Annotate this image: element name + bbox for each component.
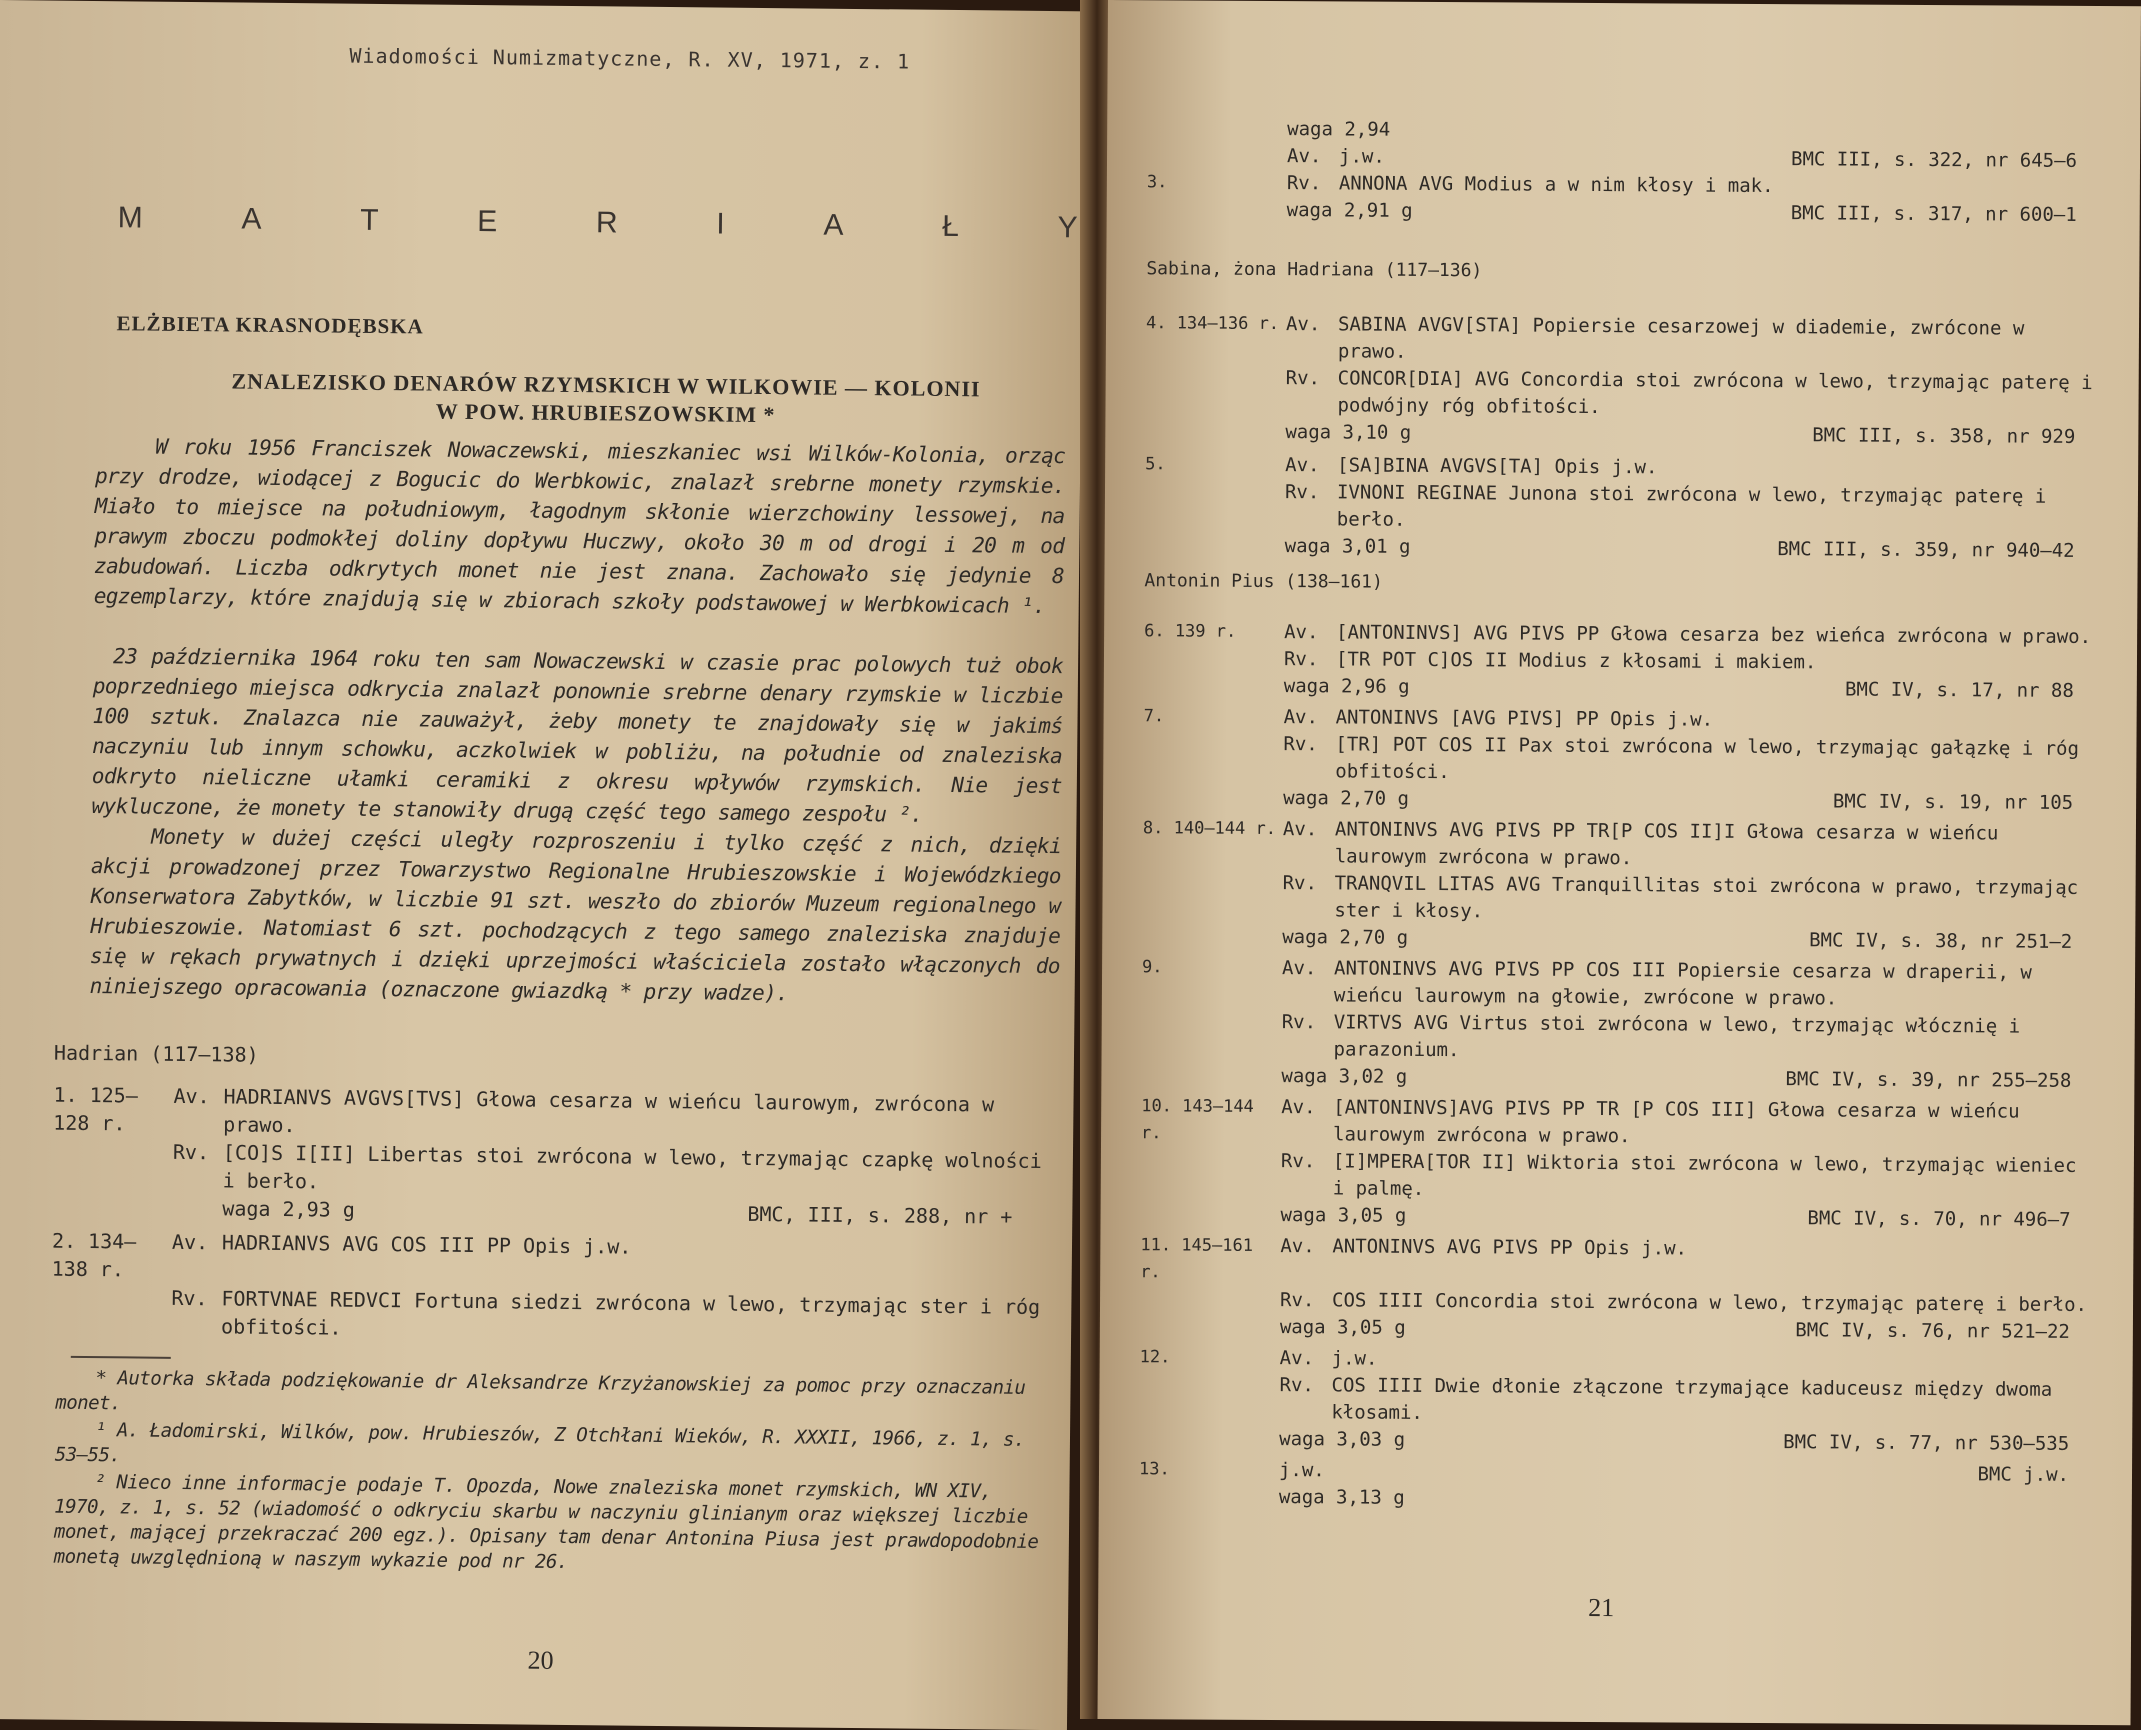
section-letter: M — [117, 201, 143, 235]
bmc-reference: BMC IV, s. 70, nr 496—7 — [1807, 1207, 2071, 1231]
obverse-label: Av. — [1286, 145, 1322, 168]
obverse-label: Av. — [1285, 454, 1320, 477]
coin-entry — [1141, 954, 2092, 1095]
coin-weight: waga 3,02 g — [1281, 1065, 1408, 1088]
bmc-reference: BMC III, s. 317, nr 600—1 — [1790, 202, 2077, 226]
obverse-text: j.w. — [1278, 1459, 1325, 1482]
coin-entry — [1139, 1344, 2090, 1458]
obverse-text: j.w. — [1338, 145, 1385, 168]
bmc-reference: BMC IV, s. 39, nr 255—258 — [1785, 1068, 2072, 1092]
section-letter: Y — [1057, 211, 1078, 245]
coin-entry — [52, 1081, 1043, 1231]
obverse-label: Av. — [1279, 1347, 1315, 1370]
article-title — [176, 367, 1037, 432]
emperor-heading: Antonin Pius (138—161) — [1144, 570, 1383, 593]
coin-weight: waga 2,70 g — [1283, 787, 1410, 810]
coin-entry — [1140, 1093, 2091, 1234]
entry-number: 1. 125—128 r. — [53, 1082, 138, 1136]
reverse-text: ANNONA AVG Modius a w nim kłosy i mak. — [1338, 172, 1774, 198]
coin-entry — [51, 1227, 1042, 1349]
section-letter: R — [595, 206, 618, 240]
right-page — [1097, 0, 2140, 1725]
obverse-text: ANTONINVS [AVG PIVS] PP Opis j.w. — [1335, 706, 1714, 731]
page-number: 21 — [1588, 1592, 1615, 1623]
obverse-text: HADRIANVS AVGVS[TVS] Głowa cesarza w wieńcu laurowym, zwrócona w prawo. — [223, 1084, 995, 1138]
coin-entry — [1139, 1456, 2089, 1516]
coin-entry — [1144, 618, 2094, 705]
reverse-label: Rv. — [1284, 481, 1320, 504]
bmc-reference: BMC III, s. 359, nr 940—42 — [1777, 538, 2075, 562]
coin-weight: waga 2,96 g — [1283, 675, 1410, 698]
entry-number: 9. — [1142, 957, 1163, 978]
coin-entry — [1147, 115, 2098, 229]
reverse-label: Rv. — [172, 1139, 210, 1165]
reverse-label: Rv. — [1286, 172, 1322, 195]
entry-number: 5. — [1145, 454, 1166, 475]
running-head: Wiadomości Numizmatyczne, R. XV, 1971, z. 1 — [349, 43, 911, 74]
bmc-reference: BMC III, s. 358, nr 929 — [1812, 424, 2076, 448]
reverse-text: TRANQVIL LITAS AVG Tranquillitas stoi zwrócona w prawo, trzymając ster i kłosy. — [1334, 872, 2079, 923]
reverse-label: Rv. — [1285, 367, 1321, 390]
reverse-text: COS IIII Dwie dłonie złączone trzymające kaduceusz między dwoma kłosami. — [1331, 1374, 2053, 1424]
bmc-reference: BMC III, s. 322, nr 645—6 — [1790, 148, 2078, 172]
coin-catalogue — [1145, 310, 2097, 565]
reverse-label: Rv. — [171, 1285, 208, 1311]
coin-entry — [1145, 310, 2096, 451]
entry-number: 12. — [1139, 1347, 1171, 1368]
coin-weight: waga 3,01 g — [1284, 535, 1411, 558]
body-paragraph: W roku 1956 Franciszek Nowaczewski, mieszkaniec wsi Wilków-Kolonia, orząc przy drodze, wiodącej z Bogucic do Werbkowic, znalazł srebrne monety rzymskie. Miało to miejsce na południowym, łagodnym skłonie wierzchowiny lessowej, na prawym zboczu podmokłej doliny dopływu Huczwy, około 30 m od drogi i 20 m od zabudowań. Liczba odkrytych monet nie jest znana. Zachowało się jedynie 8 egzemplarzy, które znajdują się w zbiorach szkoły podstawowej w Werbkowicach ¹. — [93, 434, 1066, 618]
reverse-label: Rv. — [1279, 1374, 1314, 1397]
reverse-text: CONCOR[DIA] AVG Concordia stoi zwrócona w lewo, trzymając paterę i podwójny róg obfitości. — [1337, 367, 2093, 419]
reverse-text: FORTVNAE REDVCI Fortuna siedzi zwrócona w lewo, trzymając ster i róg obfitości. — [220, 1286, 1041, 1340]
article-author: ELŻBIETA KRASNODĘBSKA — [116, 311, 424, 339]
coin-weight: waga 2,91 g — [1286, 199, 1413, 222]
section-letter: A — [823, 208, 844, 242]
obverse-text: SABINA AVGV[STA] Popiersie cesarzowej w diademie, zwrócone w prawo. — [1337, 313, 2025, 363]
entry-number: 3. — [1146, 172, 1168, 193]
entry-number: 6. 139 r. — [1144, 621, 1237, 642]
emperor-heading: Sabina, żona Hadriana (117—136) — [1146, 258, 1483, 282]
obverse-label: Av. — [173, 1083, 210, 1109]
bmc-reference: BMC IV, s. 17, nr 88 — [1844, 678, 2074, 702]
coin-weight: waga 2,70 g — [1282, 926, 1409, 949]
obverse-label: Av. — [1284, 621, 1319, 644]
coin-entry — [1143, 703, 2094, 817]
reverse-text: [I]MPERA[TOR II] Wiktoria stoi zwrócona w lewo, trzymając wieniec i palmę. — [1332, 1150, 2077, 1200]
section-letter: E — [477, 205, 498, 239]
obverse-text: [SA]BINA AVGVS[TA] Opis j.w. — [1337, 454, 1658, 479]
obverse-label: Av. — [1281, 1096, 1316, 1119]
obverse-text: [ANTONINVS]AVG PIVS PP TR [P COS III] Głowa cesarza w wieńcu laurowym zwrócona w prawo. — [1333, 1096, 2020, 1148]
entry-number: 8. 140—144 r. — [1142, 818, 1277, 840]
entry-number: 7. — [1143, 706, 1165, 727]
obverse-label: Av. — [1282, 818, 1318, 841]
obverse-text: ANTONINVS AVG PIVS PP TR[P COS II]I Głowa cesarza w wieńcu laurowym zwrócona w prawo. — [1334, 818, 1999, 870]
entry-number: 11. 145—161 r. — [1140, 1235, 1254, 1283]
coin-weight: waga 2,93 g — [222, 1196, 355, 1222]
body-paragraph: 23 października 1964 roku ten sam Nowaczewski w czasie prac polowych tuż obok poprzedniego miejsca odkrycia znalazł ponownie srebrne denary rzymskie w liczbie 100 sztuk. Znalazca nie zauważył, żeby monety te znajdowały się w jakimś naczyniu lub innym schowku, aczkolwiek w pobliżu, na południe od znaleziska odkryto nieliczne ułamki ceramiki z okresu wpływów rzymskich. Nie jest wykluczone, że monety te stanowiły drugą część tego samego zespołu ². — [91, 644, 1064, 827]
coin-weight: waga 3,05 g — [1280, 1204, 1407, 1227]
title-line: W POW. HRUBIESZOWSKIM * — [435, 398, 776, 428]
bmc-reference: BMC IV, s. 76, nr 521—22 — [1795, 1319, 2070, 1343]
body-paragraph: Monety w dużej części uległy rozproszeniu i tylko część z nich, dzięki akcji prowadzonej przez Towarzystwo Regionalne Hrubieszowskie i Wojewódzkiego Konserwatora Zabytków, w liczbie 91 szt. weszło do zbiorów Muzeum regionalnego w Hrubieszowie. Natomiast 6 szt. pochodzących z tego samego znaleziska znajduje się w rękach prywatnych i dzięki uprzejmości właściciela zostało włączonych do niniejszego opracowania (oznaczone gwiazdką * przy wadze). — [89, 824, 1062, 1006]
reverse-label: Rv. — [1281, 1011, 1317, 1034]
obverse-text: ANTONINVS AVG PIVS PP Opis j.w. — [1332, 1235, 1688, 1260]
reverse-label: Rv. — [1282, 872, 1318, 895]
coin-entry — [1145, 451, 2096, 565]
reverse-text: [CO]S I[II] Libertas stoi zwrócona w lewo, trzymając czapkę wolności i berło. — [222, 1140, 1042, 1194]
obverse-label: Av. — [1282, 957, 1317, 980]
coin-weight: waga 3,10 g — [1285, 421, 1412, 444]
entry-number: 2. 134—138 r. — [51, 1228, 137, 1282]
obverse-label: Av. — [1285, 313, 1321, 336]
page-number: 20 — [527, 1645, 554, 1675]
reverse-label: Rv. — [1280, 1150, 1316, 1173]
obverse-label: Av. — [1283, 706, 1319, 729]
bmc-reference: BMC IV, s. 38, nr 251—2 — [1809, 929, 2073, 953]
coin-weight: waga 3,05 g — [1279, 1316, 1406, 1339]
coin-weight: waga 3,03 g — [1279, 1428, 1406, 1451]
footnote: * Autorka składa podziękowanie dr Aleksandrze Krzyżanowskiej za pomoc przy oznaczaniu monet. — [55, 1367, 1026, 1415]
obverse-text: ANTONINVS AVG PIVS PP COS III Popiersie cesarza w draperii, w wieńcu laurowym na głowie, zwrócone w prawo. — [1333, 957, 2032, 1010]
reverse-label: Rv. — [1279, 1289, 1315, 1312]
coin-entry — [1142, 815, 2093, 956]
obverse-label: Av. — [171, 1229, 209, 1255]
coin-catalogue — [1139, 618, 2094, 1516]
footnote: ² Nieco inne informacje podaje T. Opozda, Nowe znaleziska monet rzymskich, WN XIV, 1970, z. 1, s. 52 (wiadomość o odkryciu skarbu w naczyniu glinianym oraz większej liczbie monet, mającej przekraczać 200 egz.). Opisany tam denar Antonina Piusa jest prawdopodobnie monetą uwzględnioną w naszym wykazie pod nr 26. — [53, 1471, 1039, 1574]
footnote: ¹ A. Ładomirski, Wilków, pow. Hrubieszów, Z Otchłani Wieków, R. XXXII, 1966, z. 1, s. 53—55. — [54, 1419, 1025, 1467]
reverse-text: IVNONI REGINAE Junona stoi zwrócona w lewo, trzymając paterę i berło. — [1336, 481, 2047, 531]
section-letter: Ł — [942, 209, 960, 244]
section-title — [118, 201, 1078, 245]
reverse-text: [TR POT C]OS II Modius z kłosami i makiem. — [1335, 648, 1817, 674]
obverse-text: j.w. — [1331, 1347, 1378, 1370]
entry-number: 4. 134—136 r. — [1145, 313, 1280, 335]
coin-weight: waga 3,13 g — [1278, 1486, 1405, 1509]
bmc-reference: BMC, III, s. 288, nr + — [747, 1201, 1013, 1229]
title-line: ZNALEZISKO DENARÓW RZYMSKICH W WILKOWIE — KOLONII — [231, 368, 981, 402]
bmc-reference: BMC j.w. — [1977, 1463, 2070, 1486]
reverse-label: Rv. — [1283, 648, 1319, 671]
reverse-text: [TR] POT COS II Pax stoi zwrócona w lewo, trzymając gałązkę i róg obfitości. — [1335, 733, 2080, 784]
emperor-heading: Hadrian (117—138) — [53, 1040, 259, 1067]
coin-entry — [1140, 1232, 2091, 1346]
footnotes — [54, 1366, 1056, 1582]
footnote-divider — [71, 1356, 171, 1359]
bmc-reference: BMC IV, s. 19, nr 105 — [1832, 790, 2074, 814]
bmc-reference: BMC IV, s. 77, nr 530—535 — [1783, 1431, 2070, 1455]
obverse-label: Av. — [1280, 1235, 1315, 1258]
section-letter: A — [241, 202, 262, 236]
reverse-text: COS IIII Concordia stoi zwrócona w lewo, trzymając paterę i berło. — [1331, 1289, 2088, 1317]
coin-catalogue — [51, 1081, 1044, 1355]
reverse-label: Rv. — [1283, 733, 1318, 756]
section-letter: T — [360, 203, 379, 237]
entry-number: 13. — [1138, 1459, 1170, 1480]
obverse-text: [ANTONINVS] AVG PIVS PP Głowa cesarza bez wieńca zwrócona w prawo. — [1336, 621, 2092, 649]
entry-number: 10. 143—144 r. — [1141, 1096, 1254, 1144]
section-letter: I — [716, 207, 725, 241]
coin-weight: waga 2,94 — [1287, 118, 1391, 141]
reverse-text: VIRTVS AVG Virtus stoi zwrócona w lewo, trzymając włócznię i parazonium. — [1333, 1011, 2021, 1062]
obverse-text: HADRIANVS AVG COS III PP Opis j.w. — [221, 1230, 632, 1259]
